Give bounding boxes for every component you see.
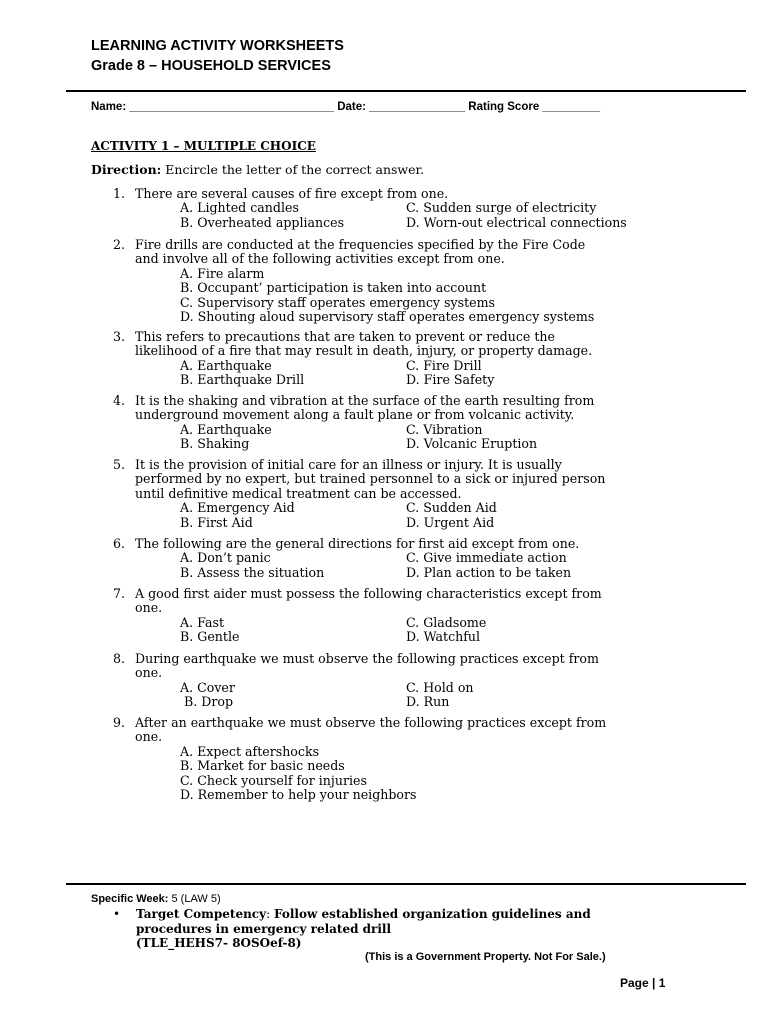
question-stem-line: underground movement along a fault plane or from volcanic activity. bbox=[135, 407, 575, 423]
question-number: 9. bbox=[113, 715, 126, 730]
student-info-row: Name: ________________________________ Date: _______________ Rating Score _________ bbox=[91, 101, 600, 113]
answer-option[interactable]: D. Shouting aloud supervisory staff operates emergency systems bbox=[180, 309, 595, 325]
competency-text-line: procedures in emergency related drill bbox=[136, 921, 392, 936]
question-6 bbox=[113, 537, 683, 580]
competency-code: (TLE_HEHS7- 8OSOef-8) bbox=[136, 936, 302, 950]
activity-title: ACTIVITY 1 – MULTIPLE CHOICE bbox=[91, 139, 316, 153]
answer-option[interactable]: B. Market for basic needs bbox=[180, 758, 345, 774]
grade-subject-title: Grade 8 – HOUSEHOLD SERVICES bbox=[91, 58, 331, 74]
question-stem-line: There are several causes of fire except from one. bbox=[135, 186, 449, 201]
answer-option[interactable]: A. Earthquake bbox=[180, 421, 272, 437]
answer-option[interactable]: C. Gladsome bbox=[406, 614, 487, 630]
header-divider bbox=[66, 90, 746, 92]
question-number: 4. bbox=[113, 393, 126, 408]
answer-option[interactable]: B. Occupant’ participation is taken into account bbox=[180, 280, 487, 296]
answer-options bbox=[180, 551, 683, 580]
question-1 bbox=[113, 187, 683, 230]
question-number: 5. bbox=[113, 457, 126, 472]
answer-option[interactable]: A. Fire alarm bbox=[180, 265, 265, 281]
answer-option[interactable]: C. Supervisory staff operates emergency systems bbox=[180, 294, 496, 310]
specific-week bbox=[91, 893, 221, 905]
page-number: Page | 1 bbox=[620, 976, 666, 990]
answer-option[interactable]: D. Run bbox=[406, 694, 450, 710]
question-number: 7. bbox=[113, 586, 126, 601]
answer-option[interactable]: D. Volcanic Eruption bbox=[406, 436, 538, 452]
answer-options bbox=[180, 501, 683, 530]
question-8 bbox=[113, 652, 683, 710]
competency-label: Target Competency bbox=[136, 907, 267, 921]
specific-week-label: Specific Week: bbox=[91, 893, 169, 905]
answer-option[interactable]: C. Sudden Aid bbox=[406, 500, 497, 516]
answer-option[interactable]: B. Overheated appliances bbox=[180, 214, 345, 230]
question-5 bbox=[113, 458, 683, 530]
specific-week-value: 5 (LAW 5) bbox=[168, 893, 221, 905]
answer-option[interactable]: D. Watchful bbox=[406, 629, 481, 645]
question-number: 6. bbox=[113, 536, 126, 551]
question-number: 1. bbox=[113, 186, 126, 201]
question-9 bbox=[113, 716, 683, 802]
document-header bbox=[91, 36, 344, 76]
answer-option[interactable]: B. Earthquake Drill bbox=[180, 372, 305, 388]
answer-options bbox=[180, 745, 683, 803]
answer-option[interactable]: D. Remember to help your neighbors bbox=[180, 787, 417, 803]
question-7 bbox=[113, 587, 683, 645]
answer-options bbox=[180, 681, 683, 710]
answer-option[interactable]: B. Drop bbox=[180, 694, 234, 710]
answer-option[interactable]: B. Shaking bbox=[180, 436, 250, 452]
target-competency bbox=[113, 907, 591, 951]
answer-option[interactable]: A. Expect aftershocks bbox=[180, 743, 320, 759]
competency-text-line: Follow established organization guidelines and bbox=[273, 907, 591, 921]
answer-option[interactable]: B. First Aid bbox=[180, 514, 253, 530]
answer-options bbox=[180, 359, 683, 388]
question-number: 8. bbox=[113, 651, 126, 666]
question-2 bbox=[113, 238, 683, 324]
question-number: 2. bbox=[113, 237, 126, 252]
question-stem-line: one. bbox=[135, 729, 163, 745]
question-stem-line: A good first aider must possess the following characteristics except from bbox=[135, 586, 602, 601]
answer-options bbox=[180, 201, 683, 230]
question-stem-line: until definitive medical treatment can be accessed. bbox=[135, 485, 462, 501]
footer-divider bbox=[66, 883, 746, 885]
answer-option[interactable]: C. Hold on bbox=[406, 679, 474, 695]
question-stem-line: After an earthquake we must observe the following practices except from bbox=[135, 715, 607, 730]
question-stem-line: one. bbox=[135, 600, 163, 616]
answer-option[interactable]: A. Fast bbox=[180, 614, 225, 630]
bullet-icon: • bbox=[113, 907, 121, 921]
answer-option[interactable]: C. Fire Drill bbox=[406, 357, 482, 373]
answer-option[interactable]: A. Lighted candles bbox=[180, 200, 299, 216]
question-3 bbox=[113, 330, 683, 388]
answer-option[interactable]: A. Don’t panic bbox=[180, 550, 271, 566]
answer-options bbox=[180, 616, 683, 645]
answer-option[interactable]: C. Check yourself for injuries bbox=[180, 772, 367, 788]
question-stem-line: likelihood of a fire that may result in death, injury, or property damage. bbox=[135, 343, 593, 359]
question-stem-line: It is the provision of initial care for an illness or injury. It is usually bbox=[135, 457, 562, 472]
answer-option[interactable]: A. Earthquake bbox=[180, 357, 272, 373]
question-number: 3. bbox=[113, 329, 126, 344]
direction-text: Encircle the letter of the correct answer. bbox=[165, 162, 425, 177]
question-stem-line: It is the shaking and vibration at the surface of the earth resulting from bbox=[135, 393, 595, 408]
answer-option[interactable]: C. Vibration bbox=[406, 421, 483, 437]
question-stem-line: During earthquake we must observe the following practices except from bbox=[135, 651, 599, 666]
direction-label: Direction: bbox=[91, 162, 162, 177]
answer-option[interactable]: D. Plan action to be taken bbox=[406, 564, 572, 580]
answer-option[interactable]: A. Emergency Aid bbox=[180, 500, 295, 516]
government-property-note: (This is a Government Property. Not For Sale.) bbox=[365, 951, 606, 963]
worksheet-title: LEARNING ACTIVITY WORKSHEETS bbox=[91, 38, 344, 54]
answer-option[interactable]: D. Worn-out electrical connections bbox=[406, 214, 627, 230]
competency-colon: : bbox=[266, 907, 274, 921]
question-stem-line: performed by no expert, but trained personnel to a sick or injured person bbox=[135, 471, 606, 487]
answer-option[interactable]: C. Give immediate action bbox=[406, 550, 567, 566]
question-stem-line: Fire drills are conducted at the frequencies specified by the Fire Code bbox=[135, 237, 586, 252]
answer-option[interactable]: D. Urgent Aid bbox=[406, 514, 495, 530]
question-stem-line: The following are the general directions for first aid except from one. bbox=[135, 536, 580, 551]
question-stem-line: and involve all of the following activities except from one. bbox=[135, 251, 505, 267]
direction bbox=[91, 162, 424, 177]
answer-option[interactable]: B. Assess the situation bbox=[180, 564, 325, 580]
answer-option[interactable]: D. Fire Safety bbox=[406, 372, 495, 388]
question-stem-line: one. bbox=[135, 665, 163, 681]
question-stem-line: This refers to precautions that are taken to prevent or reduce the bbox=[135, 329, 555, 344]
answer-option[interactable]: A. Cover bbox=[180, 679, 235, 695]
question-4 bbox=[113, 394, 683, 452]
answer-option[interactable]: B. Gentle bbox=[180, 629, 240, 645]
answer-options bbox=[180, 423, 683, 452]
answer-options bbox=[180, 267, 683, 325]
answer-option[interactable]: C. Sudden surge of electricity bbox=[406, 200, 597, 216]
